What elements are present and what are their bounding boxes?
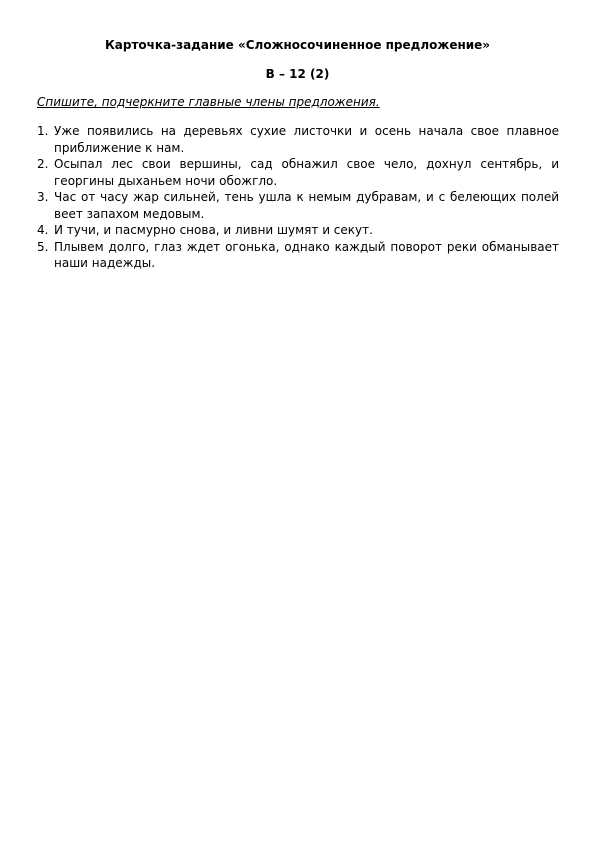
instruction-text: Спишите, подчеркните главные члены предложения. [37,95,380,109]
item-text: Час от часу жар сильней, тень ушла к немым дубравам, и с белеющих полей веет запахом медовым. [54,190,559,221]
item-number: 1. [37,124,49,138]
item-number: 3. [37,190,49,204]
document-title: Карточка-задание «Сложносочиненное предложение» [104,38,491,52]
item-number: 4. [37,223,49,237]
list-item [37,189,559,222]
item-number: 5. [37,239,49,254]
list-item [37,156,559,189]
item-number: 2. [37,157,49,171]
item-text: И тучи, и пасмурно снова, и ливни шумят и секут. [54,223,373,237]
item-text: Уже появились на деревьях сухие листочки и осень начала свое плавное приближение к нам. [54,124,559,155]
item-text: Осыпал лес свои вершины, сад обнажил свое чело, дохнул сентябрь, и георгины дыханьем ночи обожгло. [54,157,559,188]
list-item [37,123,559,156]
list-item [37,222,559,239]
task-list [37,123,559,272]
list-item [37,239,559,272]
item-text: Плывем долго, глаз ждет огонька, однако каждый поворот реки обманывает наши надежды. [54,239,559,270]
variant-label: В – 12 (2) [265,67,330,81]
